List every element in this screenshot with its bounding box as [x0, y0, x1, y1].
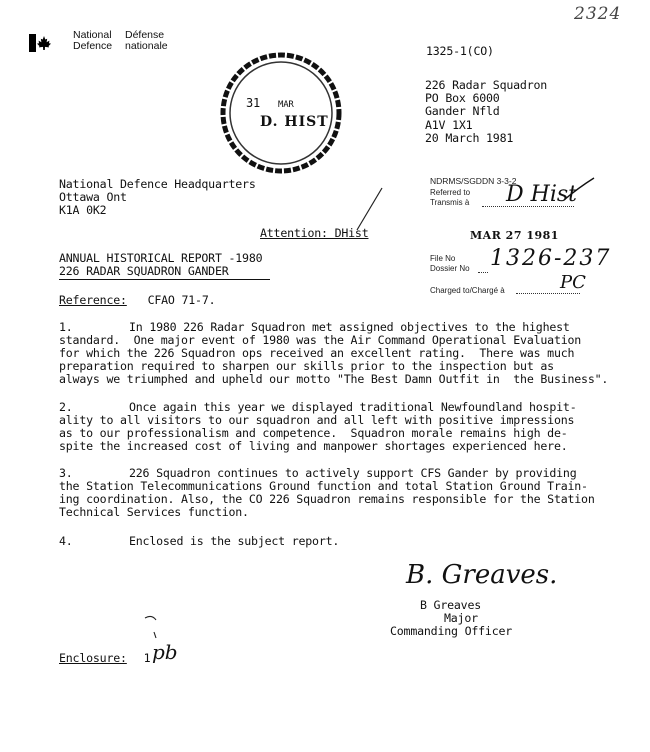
dossier-label: Dossier No	[430, 264, 470, 273]
sender-line2: PO Box 6000	[425, 91, 500, 106]
reference-label: Reference:	[59, 293, 127, 307]
paragraph-1-line2: standard. One major event of 1980 was the Air Command Operational Evaluation	[59, 333, 582, 347]
paragraph-4-line1: Enclosed is the subject report.	[129, 534, 340, 548]
transmis-label: Transmis à	[430, 198, 470, 207]
letter-date: 20 March 1981	[425, 130, 514, 145]
file-reference: 1325-1(CO)	[426, 44, 494, 58]
letterhead-en-line2: Defence	[73, 40, 113, 52]
charged-dotted-line	[516, 293, 580, 294]
paragraph-1-number: 1.	[59, 320, 73, 334]
referred-label: Referred to	[430, 188, 471, 197]
signature-rank: Major	[444, 611, 478, 625]
paragraph-2-line1: Once again this year we displayed traditional Newfoundland hospit-	[129, 400, 577, 414]
paragraph-2-number: 2.	[59, 400, 73, 414]
referred-scribble	[560, 174, 600, 204]
file-dotted-line	[478, 272, 488, 273]
received-stamp	[216, 48, 346, 178]
paragraph-3-line4: Technical Services function.	[59, 505, 249, 519]
paragraph-1-line1: In 1980 226 Radar Squadron met assigned objectives to the highest	[129, 320, 570, 334]
letterhead-fr-line1: Défense	[125, 29, 165, 41]
stamp-day: 31	[246, 96, 261, 110]
paragraph-1-line3: for which the 226 Squadron ops received an excellent rating. There was much	[59, 346, 575, 360]
paragraph-2-line2: ality to all visitors to our squadron and all left with positive impressions	[59, 413, 575, 427]
file-handwritten: 1326-237	[490, 246, 612, 271]
canada-flag-icon	[29, 34, 59, 52]
paragraph-2	[59, 401, 576, 453]
sender-line4: A1V 1X1	[425, 117, 473, 132]
attention-line: Attention: DHist	[260, 226, 369, 240]
subject-line2: 226 RADAR SQUADRON GANDER	[59, 264, 229, 279]
recipient-address	[59, 178, 256, 218]
letterhead-french	[125, 30, 168, 52]
letterhead-english	[73, 30, 112, 52]
routing-header: NDRMS/SGDDN 3-3-2	[430, 176, 517, 186]
enclosure-handwritten: pb	[152, 640, 178, 664]
paragraph-1	[59, 321, 608, 386]
enclosure-line	[59, 651, 150, 665]
referred-handwritten: D Hist	[506, 182, 577, 207]
paragraph-1-line5: always we triumphed and upheld our motto "The Best Damn Outfit in the Business".	[59, 372, 609, 386]
stamp-month: MAR	[278, 100, 294, 110]
received-date: MAR 27 1981	[470, 229, 559, 242]
subject-line1: ANNUAL HISTORICAL REPORT -1980	[59, 251, 263, 265]
recipient-line3: K1A 0K2	[59, 203, 107, 218]
sender-line1: 226 Radar Squadron	[425, 78, 548, 92]
paragraph-1-line4: preparation required to sharpen our skills prior to the inspection but as	[59, 359, 554, 373]
signature-name: B Greaves	[420, 598, 482, 612]
signature-handwritten: B. Greaves.	[406, 560, 558, 590]
file-label: File No	[430, 254, 456, 263]
pen-mark	[142, 610, 166, 640]
letterhead-en-line1: National	[73, 29, 112, 41]
charged-handwritten: PC	[560, 272, 586, 293]
paragraph-3-line2: the Station Telecommunications Ground function and total Station Ground Train-	[59, 479, 588, 493]
stamp-org: D. HIST	[260, 114, 329, 130]
recipient-line2: Ottawa Ont	[59, 190, 127, 205]
archive-number: 2324	[574, 4, 622, 24]
reference-value: CFAO 71-7.	[147, 293, 216, 307]
paragraph-3-number: 3.	[59, 466, 73, 480]
subject-underline	[59, 279, 270, 280]
paragraph-2-line3: as to our professionalism and competence. Squadron morale remains high de-	[59, 426, 568, 440]
paragraph-2-line4: spite the increased cost of living and manpower shortages experienced here.	[59, 439, 568, 453]
recipient-line1: National Defence Headquarters	[59, 177, 256, 191]
paragraph-3-line1: 226 Squadron continues to actively support CFS Gander by providing	[129, 466, 577, 480]
sender-line3: Gander Nfld	[425, 104, 500, 119]
enclosure-label: Enclosure:	[59, 651, 127, 665]
paragraph-4-number: 4.	[59, 534, 73, 548]
enclosure-value: 1	[143, 651, 151, 665]
routing-stamp	[420, 172, 635, 302]
charged-label: Charged to/Chargé à	[430, 286, 505, 295]
sender-address	[425, 79, 547, 145]
paragraph-3-line3: ing coordination. Also, the CO 226 Squadron remains responsible for the Station	[59, 492, 595, 506]
subject-block	[59, 252, 262, 278]
paragraph-4	[59, 535, 339, 548]
letterhead-fr-line2: nationale	[125, 40, 168, 52]
reference-line	[59, 293, 215, 307]
paragraph-3	[59, 467, 595, 519]
signature-title: Commanding Officer	[390, 624, 513, 638]
